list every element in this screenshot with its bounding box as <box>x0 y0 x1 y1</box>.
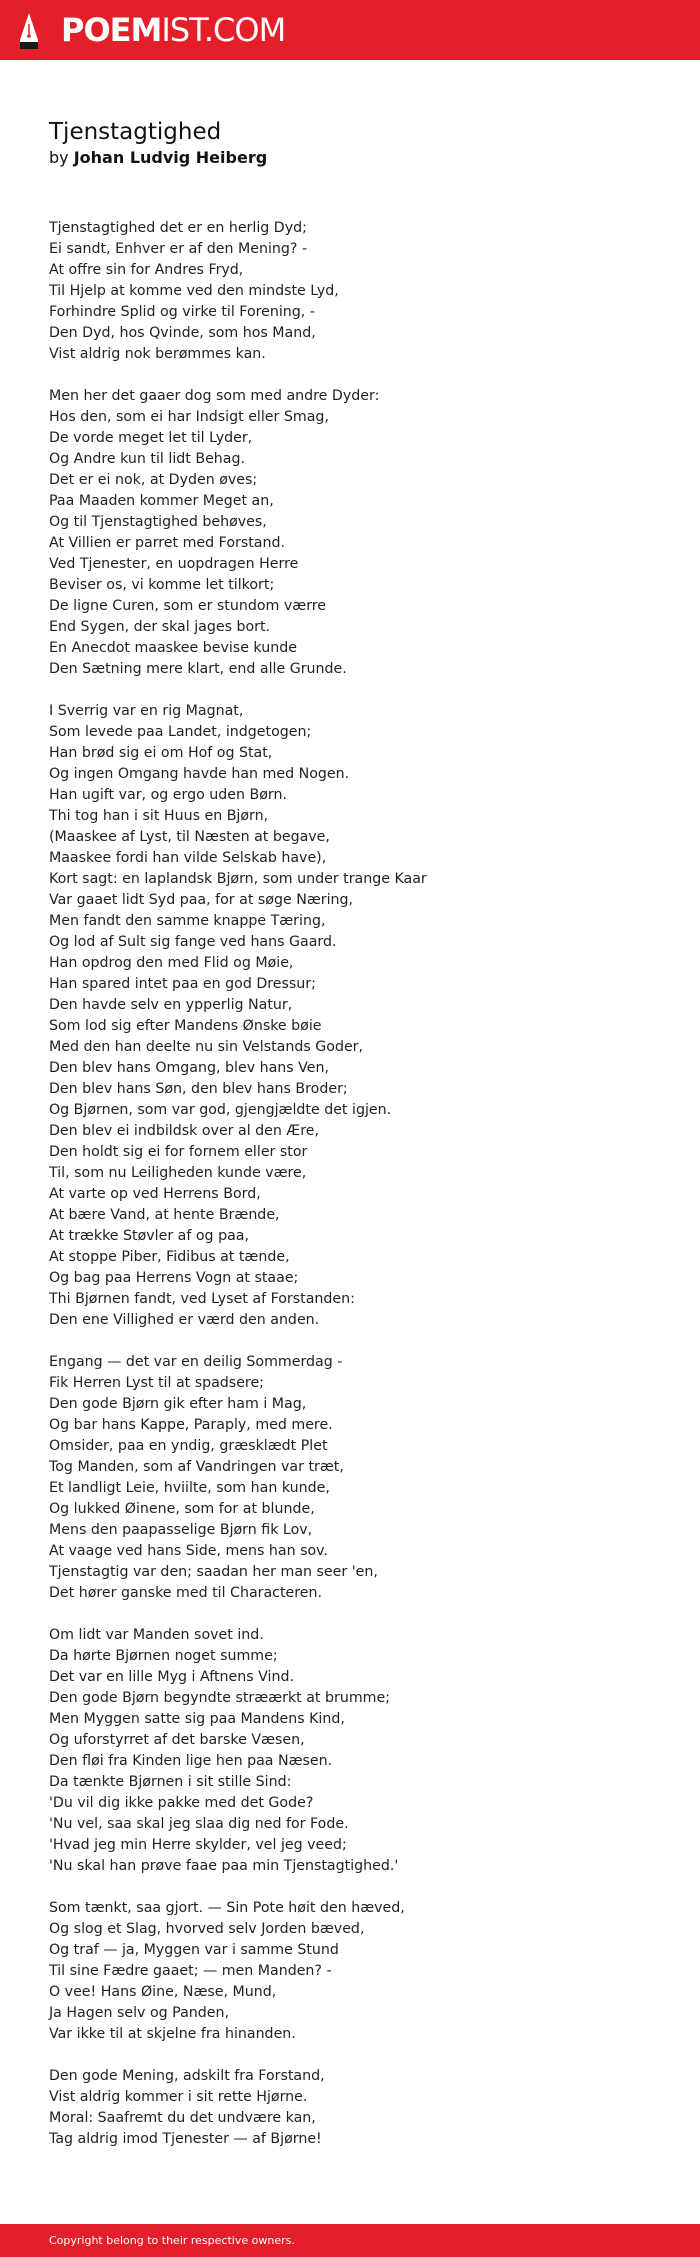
poem-line: Han ugift var, og ergo uden Børn. <box>49 787 287 803</box>
poem-line: At vaage ved hans Side, mens han sov. <box>49 1543 328 1559</box>
poem-line: At stoppe Piber, Fidibus at tænde, <box>49 1249 290 1265</box>
poem-line: Men fandt den samme knappe Tæring, <box>49 913 326 929</box>
poem-line: 'Du vil dig ikke pakke med det Gode? <box>49 1795 314 1811</box>
poem-line: End Sygen, der skal jages bort. <box>49 619 271 635</box>
logo-bold-text: POEM <box>61 11 162 49</box>
poem-line: (Maaskee af Lyst, til Næsten at begave, <box>49 829 330 845</box>
poem-line: Tag aldrig imod Tjenester — af Bjørne! <box>49 2131 322 2147</box>
poem-line: Vist aldrig kommer i sit rette Hjørne. <box>49 2089 308 2105</box>
poem-line: Den Dyd, hos Qvinde, som hos Mand, <box>49 325 316 341</box>
poem-line: Den blev hans Søn, den blev hans Broder; <box>49 1081 348 1097</box>
poem-line: Han spared intet paa en god Dressur; <box>49 976 316 992</box>
poem-stanza <box>49 218 669 365</box>
poem-title: Tjenstagtighed <box>49 119 222 145</box>
poem-line: Ved Tjenester, en uopdragen Herre <box>49 556 299 572</box>
poem-line: Men her det gaaer dog som med andre Dyder: <box>49 388 380 404</box>
poem-line: Ei sandt, Enhver er af den Mening? - <box>49 241 308 257</box>
copyright-text: Copyright belong to their respective owners. <box>49 2234 295 2247</box>
poem-line: Men Myggen satte sig paa Mandens Kind, <box>49 1711 345 1727</box>
poem-line: Om lidt var Manden sovet ind. <box>49 1627 264 1643</box>
poem-stanza <box>49 1352 669 1604</box>
poem-line: Han opdrog den med Flid og Møie, <box>49 955 294 971</box>
poem-line: At Villien er parret med Forstand. <box>49 535 285 551</box>
poem-stanza <box>49 386 669 680</box>
poem-line: Fik Herren Lyst til at spadsere; <box>49 1375 264 1391</box>
poem-line: Da tænkte Bjørnen i sit stille Sind: <box>49 1774 292 1790</box>
poem-line: Og bar hans Kappe, Paraply, med mere. <box>49 1417 333 1433</box>
poem-line: Den gode Bjørn gik efter ham i Mag, <box>49 1396 307 1412</box>
poem-line: Thi Bjørnen fandt, ved Lyset af Forstanden: <box>49 1291 355 1307</box>
poem-line: Det hører ganske med til Characteren. <box>49 1585 323 1601</box>
poem-line: Ja Hagen selv og Panden, <box>49 2005 229 2021</box>
poem-line: Forhindre Splid og virke til Forening, - <box>49 304 315 320</box>
poem-line: En Anecdot maaskee bevise kunde <box>49 640 297 656</box>
poem-line: Vist aldrig nok berømmes kan. <box>49 346 266 362</box>
poem-stanza <box>49 2066 669 2150</box>
poem-line: Den gode Mening, adskilt fra Forstand, <box>49 2068 325 2084</box>
poem-line: Da hørte Bjørnen noget summe; <box>49 1648 278 1664</box>
poem-line: Mens den paapasselige Bjørn fik Lov, <box>49 1522 313 1538</box>
poem-line: Og ingen Omgang havde han med Nogen. <box>49 766 350 782</box>
poem-line: Og til Tjenstagtighed behøves, <box>49 514 267 530</box>
poem-line: Den gode Bjørn begyndte stræærkt at brumme; <box>49 1690 390 1706</box>
poem-line: Maaskee fordi han vilde Selskab have), <box>49 850 327 866</box>
poem-line: Tjenstagtighed det er en herlig Dyd; <box>49 220 307 236</box>
poem-line: Med den han deelte nu sin Velstands Goder, <box>49 1039 364 1055</box>
pen-nib-icon[interactable] <box>18 12 40 50</box>
poem-line: Og lod af Sult sig fange ved hans Gaard. <box>49 934 337 950</box>
poem-line: At bære Vand, at hente Brænde, <box>49 1207 280 1223</box>
poem-line: Den ene Villighed er værd den anden. <box>49 1312 320 1328</box>
poem-line: Og Andre kun til lidt Behag. <box>49 451 245 467</box>
poem-line: Den blev hans Omgang, blev hans Ven, <box>49 1060 330 1076</box>
poem-line: Som levede paa Landet, indgetogen; <box>49 724 312 740</box>
poem-line: Den fløi fra Kinden lige hen paa Næsen. <box>49 1753 333 1769</box>
poem-line: Det var en lille Myg i Aftnens Vind. <box>49 1669 294 1685</box>
poem-line: Thi tog han i sit Huus en Bjørn, <box>49 808 269 824</box>
poem-line: Tjenstagtig var den; saadan her man seer 'en, <box>49 1564 378 1580</box>
poem-line: At trække Støvler af og paa, <box>49 1228 249 1244</box>
site-footer <box>0 2224 700 2257</box>
site-header <box>0 0 700 60</box>
poem-line: Og bag paa Herrens Vogn at staae; <box>49 1270 299 1286</box>
poem-line: Kort sagt: en laplandsk Bjørn, som under trange Kaar <box>49 871 427 887</box>
poem-line: At offre sin for Andres Fryd, <box>49 262 244 278</box>
poem-line: Til Hjelp at komme ved den mindste Lyd, <box>49 283 339 299</box>
poem-stanza <box>49 1625 669 1877</box>
poem-line: Moral: Saafremt du det undvære kan, <box>49 2110 316 2126</box>
poem-line: Og slog et Slag, hvorved selv Jorden bæved, <box>49 1921 365 1937</box>
poem-line: Engang — det var en deilig Sommerdag - <box>49 1354 343 1370</box>
poem-line: Tog Manden, som af Vandringen var træt, <box>49 1459 344 1475</box>
poem-line: Beviser os, vi komme let tilkort; <box>49 577 275 593</box>
poem-line: De ligne Curen, som er stundom værre <box>49 598 327 614</box>
poem-line: Som tænkt, saa gjort. — Sin Pote høit den hæved, <box>49 1900 405 1916</box>
poem-line: Den holdt sig ei for fornem eller stor <box>49 1144 308 1160</box>
poem-line: O vee! Hans Øine, Næse, Mund, <box>49 1984 277 2000</box>
poem-line: Paa Maaden kommer Meget an, <box>49 493 274 509</box>
poem-line: Var ikke til at skjelne fra hinanden. <box>49 2026 296 2042</box>
poem-line: Som lod sig efter Mandens Ønske bøie <box>49 1018 322 1034</box>
poem-line: At varte op ved Herrens Bord, <box>49 1186 261 1202</box>
poem-line: Den Sætning mere klart, end alle Grunde. <box>49 661 347 677</box>
poem-line: 'Hvad jeg min Herre skylder, vel jeg veed; <box>49 1837 347 1853</box>
poem-line: Var gaaet lidt Syd paa, for at søge Næring, <box>49 892 354 908</box>
poem-line: Det er ei nok, at Dyden øves; <box>49 472 258 488</box>
poem-line: Til, som nu Leiligheden kunde være, <box>49 1165 307 1181</box>
author-name: Johan Ludvig Heiberg <box>73 148 268 167</box>
poem-line: 'Nu skal han prøve faae paa min Tjenstagtighed.' <box>49 1858 399 1874</box>
poem-stanza <box>49 701 669 1331</box>
poem-line: Og lukked Øinene, som for at blunde, <box>49 1501 315 1517</box>
poem-line: Han brød sig ei om Hof og Stat, <box>49 745 273 761</box>
poem-line: I Sverrig var en rig Magnat, <box>49 703 244 719</box>
poem-line: Og traf — ja, Myggen var i samme Stund <box>49 1942 339 1958</box>
site-logo[interactable] <box>61 12 285 48</box>
poem-line: Den blev ei indbildsk over al den Ære, <box>49 1123 319 1139</box>
poem-body <box>49 218 669 2150</box>
poem-line: 'Nu vel, saa skal jeg slaa dig ned for Fode. <box>49 1816 349 1832</box>
poem-line: Omsider, paa en yndig, græsklædt Plet <box>49 1438 328 1454</box>
poem-line: Til sine Fædre gaaet; — men Manden? - <box>49 1963 332 1979</box>
by-label: by <box>49 148 69 167</box>
poem-stanza <box>49 1898 669 2045</box>
poem-line: De vorde meget let til Lyder, <box>49 430 253 446</box>
poem-line: Hos den, som ei har Indsigt eller Smag, <box>49 409 329 425</box>
poem-line: Og uforstyrret af det barske Væsen, <box>49 1732 305 1748</box>
poem-line: Den havde selv en ypperlig Natur, <box>49 997 293 1013</box>
poem-line: Og Bjørnen, som var god, gjengjældte det igjen. <box>49 1102 392 1118</box>
poem-line: Et landligt Leie, hviilte, som han kunde, <box>49 1480 330 1496</box>
logo-light-text: IST.COM <box>161 11 286 49</box>
byline <box>49 148 267 168</box>
